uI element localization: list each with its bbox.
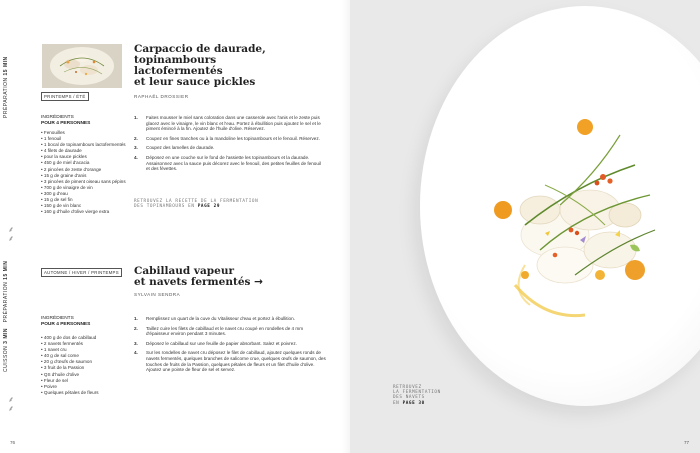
list-item: • 15 g de graine d'anis xyxy=(41,173,126,179)
list-item: • 20 g d'œufs de saumon xyxy=(41,359,126,365)
list-item: • 3 pincées de piment oiseau sans pépins xyxy=(41,179,126,185)
list-item: • 300 g d'eau xyxy=(41,191,126,197)
list-item: • 160 g d'huile d'olive vierge extra xyxy=(41,209,126,215)
page-number: 76 xyxy=(10,440,16,445)
list-item: • 2 pincées de zeste d'orange xyxy=(41,167,126,173)
wheat-icon: ⸙ ⸙ xyxy=(8,395,14,413)
list-item: • pour la sauce pickles xyxy=(41,154,126,160)
recipe-title: Cabillaud vapeur et navets fermentés → xyxy=(134,265,263,288)
list-item: • 700 g de vinaigre de vin xyxy=(41,185,126,191)
page-number: 77 xyxy=(684,440,690,445)
time-label-2: CUISSON 3 MIN PRÉPARATION 15 MIN xyxy=(3,260,9,372)
step-item: 1. Remplissez un quart de la cuve du Vitalisseur d'eau et portez à ébullition. xyxy=(134,316,295,321)
ingredients-heading: INGRÉDIENTS POUR 4 PERSONNES xyxy=(41,115,91,126)
step-item: 2. Taillez cuire les filets de cabillaud et le navet cru coupé en rondelles de 4 mm d'épaisseur environ pendant 3 minutes. xyxy=(134,325,304,337)
step-item: 4. Sur les rondelles de navet cru déposez le filet de cabillaud, ajoutez quelques ronds de navets fermentés, quelques branches de salicorne crue, quelques œufs de saumon, des touches de fruits de la Passion, quelques pétales de fleurs et un filet d'huile d'olive. Ajoutez une pointe de fleur de sel et servez. xyxy=(134,350,326,373)
list-item: • 40 g de sal come xyxy=(41,353,126,359)
steps-list xyxy=(134,115,326,176)
prep-time-label-1: PRÉPARATION 15 MIN xyxy=(3,56,9,118)
list-item: • 450 g de miel d'acacia xyxy=(41,160,126,166)
list-item: • 400 g de dos de cabillaud xyxy=(41,335,126,341)
list-item: • Fleur de sel xyxy=(41,378,126,384)
ingredients-heading: INGRÉDIENTS POUR 4 PERSONNES xyxy=(41,316,91,327)
reference-note: RETROUVEZ LA RECETTE DE LA FERMENTATION DES TOPINAMBOURS EN PAGE 29 xyxy=(134,199,259,210)
photo-caption: RETROUVEZ LA FERMENTATION DES NAVETS EN PAGE 30 xyxy=(393,385,441,406)
step-item: 2. Coupez en fines tranches ou à la mandoline les topinambours et le fenouil. Réservez. xyxy=(134,135,320,141)
list-item: • 4 filets de daurade xyxy=(41,148,126,154)
season-badge: PRINTEMPS / ÉTÉ xyxy=(41,92,89,101)
ingredients-list xyxy=(41,130,126,215)
list-item: • Quelques pétales de fleurs xyxy=(41,390,126,396)
step-item: 3. Coupez des lamelles de daurade. xyxy=(134,145,215,151)
list-item: • Fenouilles xyxy=(41,130,126,136)
season-badge: AUTOMNE / HIVER / PRINTEMPS xyxy=(41,268,122,277)
step-item: 3. Déposez le cabillaud sur une feuille de papier absorbant. Salez et poivrez. xyxy=(134,340,297,346)
recipe-author: SYLVAIN SENDRA xyxy=(134,292,181,297)
list-item: • Poivre xyxy=(41,384,126,390)
list-item: • 3 fruit de la Passion xyxy=(41,365,126,371)
list-item: • 15 g de sel fin xyxy=(41,197,126,203)
recipe-thumbnail xyxy=(42,44,122,88)
recipe-author: RAPHAËL DROSSIER xyxy=(134,94,189,99)
list-item: • QS d'huile d'olive xyxy=(41,372,126,378)
list-item: • 1 bocal de topinambours lactofermentés xyxy=(41,142,126,148)
list-item: • 1 fenouil xyxy=(41,136,126,142)
page-reference: PAGE 30 xyxy=(402,400,425,406)
wheat-icon: ⸙ ⸙ xyxy=(8,225,14,243)
list-item: • 1 navet cru xyxy=(41,347,126,353)
dish-photo xyxy=(485,115,675,335)
arrow-icon: → xyxy=(254,276,263,288)
list-item: • 2 navets fermentés xyxy=(41,341,126,347)
page-reference: PAGE 29 xyxy=(197,204,221,210)
step-item: 1. Faites mousser le miel sans coloration dans une casserole avec l'anis et le zeste puis glacez avec le vinaigre, le vin blanc et l'eau. Portez à ébullition puis ajoutez le sel et le piment émincé à la fin. Ajoutez de l'huile d'olive. Réservez. xyxy=(134,115,321,132)
steps-list xyxy=(134,316,326,377)
step-item: 4. Déposez en une couche sur le fond de l'assiette les topinambours et la daurade. Assaisonnez avec la sauce puis décorez avec le fenouil, des petites feuilles de fenouil et des fèvettes. xyxy=(134,154,321,172)
recipe-title: Carpaccio de daurade, topinambours lactofermentés et leur sauce pickles xyxy=(134,43,266,88)
list-item: • 150 g de vin blanc xyxy=(41,203,126,209)
ingredients-list xyxy=(41,335,126,396)
